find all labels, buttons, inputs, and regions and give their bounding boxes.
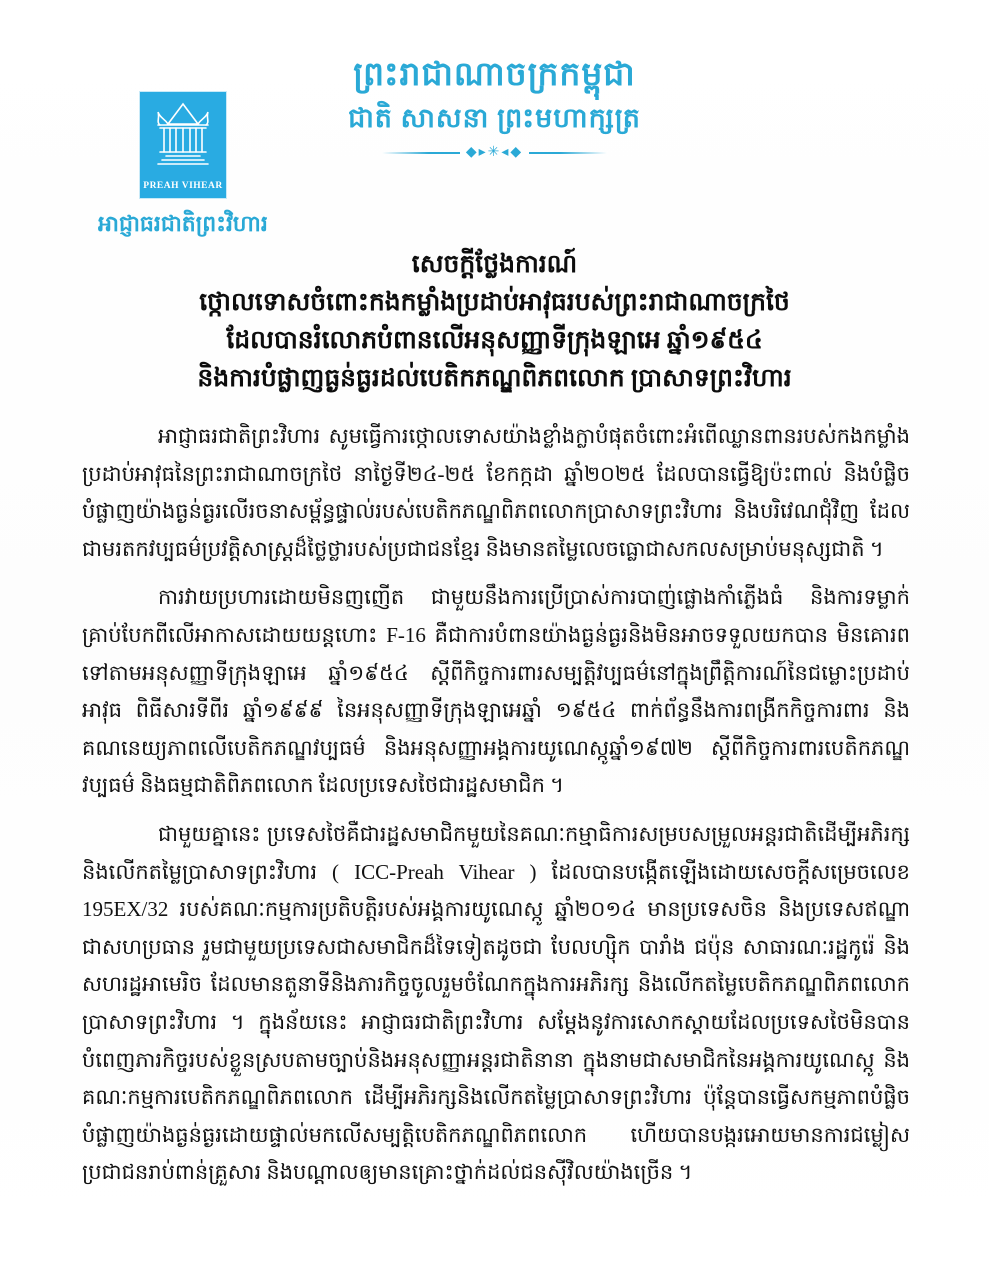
paragraph-1: អាជ្ញាធរជាតិព្រះវិហារ សូមធ្វើការថ្កោលទោសយ៉ាងខ្លាំងក្លាបំផុតចំពោះអំពើឈ្លានពានរបស់កងកម្លាំងប្រដាប់អាវុធនៃព្រះរាជាណាចក្រថៃ នាថ្ងៃទី២៤-២៥ ខែកក្កដា ឆ្នាំ២០២៥ ដែលបានធ្វើឱ្យប៉ះពាល់ និងបំផ្លិចបំផ្លាញយ៉ាងធ្ងន់ធ្ងរលើរចនាសម្ព័ន្ធផ្ទាល់របស់បេតិកភណ្ឌពិភពលោកប្រាសាទព្រះវិហារ និងបរិវេណជុំវិញ ដែលជាមរតកវប្បធម៌ប្រវត្តិសាស្ត្រដ៏ថ្លៃថ្លារបស់ប្រជាជនខ្មែរ និងមានតម្លៃលេចធ្លោជាសកលសម្រាប់មនុស្សជាតិ ។ [82, 424, 910, 561]
temple-icon [146, 98, 220, 176]
preah-vihear-logo [140, 92, 226, 198]
title-line-1: សេចក្តីថ្លែងការណ៍ [411, 251, 578, 278]
title-line-4: និងការបំផ្លាញធ្ងន់ធ្ងរដល់បេតិកភណ្ឌពិភពលោក ប្រាសាទព្រះវិហារ [197, 365, 792, 392]
kingdom-title: ព្រះរាជាណាចក្រកម្ពុជា [353, 57, 636, 93]
paragraph-3: ជាមួយគ្នានេះ ប្រទេសថៃគឺជារដ្ឋសមាជិកមួយនៃគណៈកម្មាធិការសម្របសម្រួលអន្តរជាតិដើម្បីអភិរក្សនិងលើកតម្លៃប្រាសាទព្រះវិហារ ( ICC-Preah Vihear ) ដែលបានបង្កើតឡើងដោយសេចក្តីសម្រេចលេខ 195EX/32 របស់គណៈកម្មការប្រតិបត្តិរបស់អង្គការយូណេស្កូ ឆ្នាំ២០១៤ មានប្រទេសចិន និងប្រទេសឥណ្ឌា ជាសហប្រធាន រួមជាមួយប្រទេសជាសមាជិកដ៏ទៃទៀតដូចជា បែលហ្ស៊ិក បារាំង ជប៉ុន សាធារណៈរដ្ឋកូរ៉េ និងសហរដ្ឋអាមេរិច ដែលមានតួនាទីនិងភារកិច្ចចូលរួមចំណែកក្នុងការអភិរក្ស និងលើកតម្លៃបេតិកភណ្ឌពិភពលោកប្រាសាទព្រះវិហារ ។ ក្នុងន័យនេះ អាជ្ញាធរជាតិព្រះវិហារ សម្តែងនូវការសោកស្តាយដែលប្រទេសថៃមិនបានបំពេញភារកិច្ចរបស់ខ្លួនស្របតាមច្បាប់និងអនុសញ្ញាអន្តរជាតិនានា ក្នុងនាមជាសមាជិកនៃអង្គការយូណេស្កូ និងគណៈកម្មការបេតិកភណ្ឌពិភពលោក ដើម្បីអភិរក្សនិងលើកតម្លៃប្រាសាទព្រះវិហារ ប៉ុន្តែបានធ្វើសកម្មភាពបំផ្លិចបំផ្លាញយ៉ាងធ្ងន់ធ្ងរដោយផ្ទាល់មកលើសម្បត្តិបេតិកភណ្ឌពិភពលោក ហើយបានបង្ករអោយមានការជម្លៀសប្រជាជនរាប់ពាន់គ្រួសារ និងបណ្តាលឲ្យមានគ្រោះថ្នាក់ដល់ជនស៊ីវិលយ៉ាងច្រើន ។ [82, 821, 910, 1185]
ornament-line-right [529, 152, 607, 154]
ornament-line-left [382, 152, 460, 154]
statement-title [80, 246, 909, 398]
paragraph-2: ការវាយប្រហារដោយមិនញញើត ជាមួយនឹងការប្រើប្រាស់ការបាញ់ផ្លោងកាំភ្លើងធំ និងការទម្លាក់គ្រាប់បែកពីលើអាកាសដោយយន្តហោះ F-16 គឺជាការបំពានយ៉ាងធ្ងន់ធ្ងរនិងមិនអាចទទួលយកបាន មិនគោរពទៅតាមអនុសញ្ញាទីក្រុងឡាអេ ឆ្នាំ១៩៥៤ ស្តីពីកិច្ចការពារសម្បត្តិវប្បធម៌នៅក្នុងព្រឹត្តិការណ៍នៃជម្លោះប្រដាប់អាវុធ ពិធីសារទីពីរ ឆ្នាំ១៩៩៩ នៃអនុសញ្ញាទីក្រុងឡាអេឆ្នាំ ១៩៥៤ ពាក់ព័ន្ធនឹងការពង្រីកកិច្ចការពារ និងគណនេយ្យភាពលើបេតិកភណ្ឌវប្បធម៌ និងអនុសញ្ញាអង្គការយូណេស្កូឆ្នាំ១៩៧២ ស្តីពីកិច្ចការពារបេតិកភណ្ឌវប្បធម៌ និងធម្មជាតិពិភពលោក ដែលប្រទេសថៃជារដ្ឋសមាជិក ។ [82, 585, 910, 798]
national-motto: ជាតិ សាសនា ព្រះមហាក្សត្រ [348, 103, 641, 133]
logo-caption: PREAH VIHEAR [143, 181, 223, 191]
authority-name: អាជ្ញាធរជាតិព្រះវិហារ [98, 211, 268, 236]
title-line-3: ដែលបានរំលោភបំពានលើអនុសញ្ញាទីក្រុងឡាអេ ឆ្នាំ១៩៥៤ [226, 327, 763, 354]
authority-logo-block [98, 92, 318, 242]
title-line-2: ថ្កោលទោសចំពោះកងកម្លាំងប្រដាប់អាវុធរបស់ព្រះរាជាណាចក្រថៃ [199, 289, 790, 316]
statement-body [82, 418, 910, 1203]
ornament-glyphs: ◆▸✳◂◆ [465, 145, 524, 160]
